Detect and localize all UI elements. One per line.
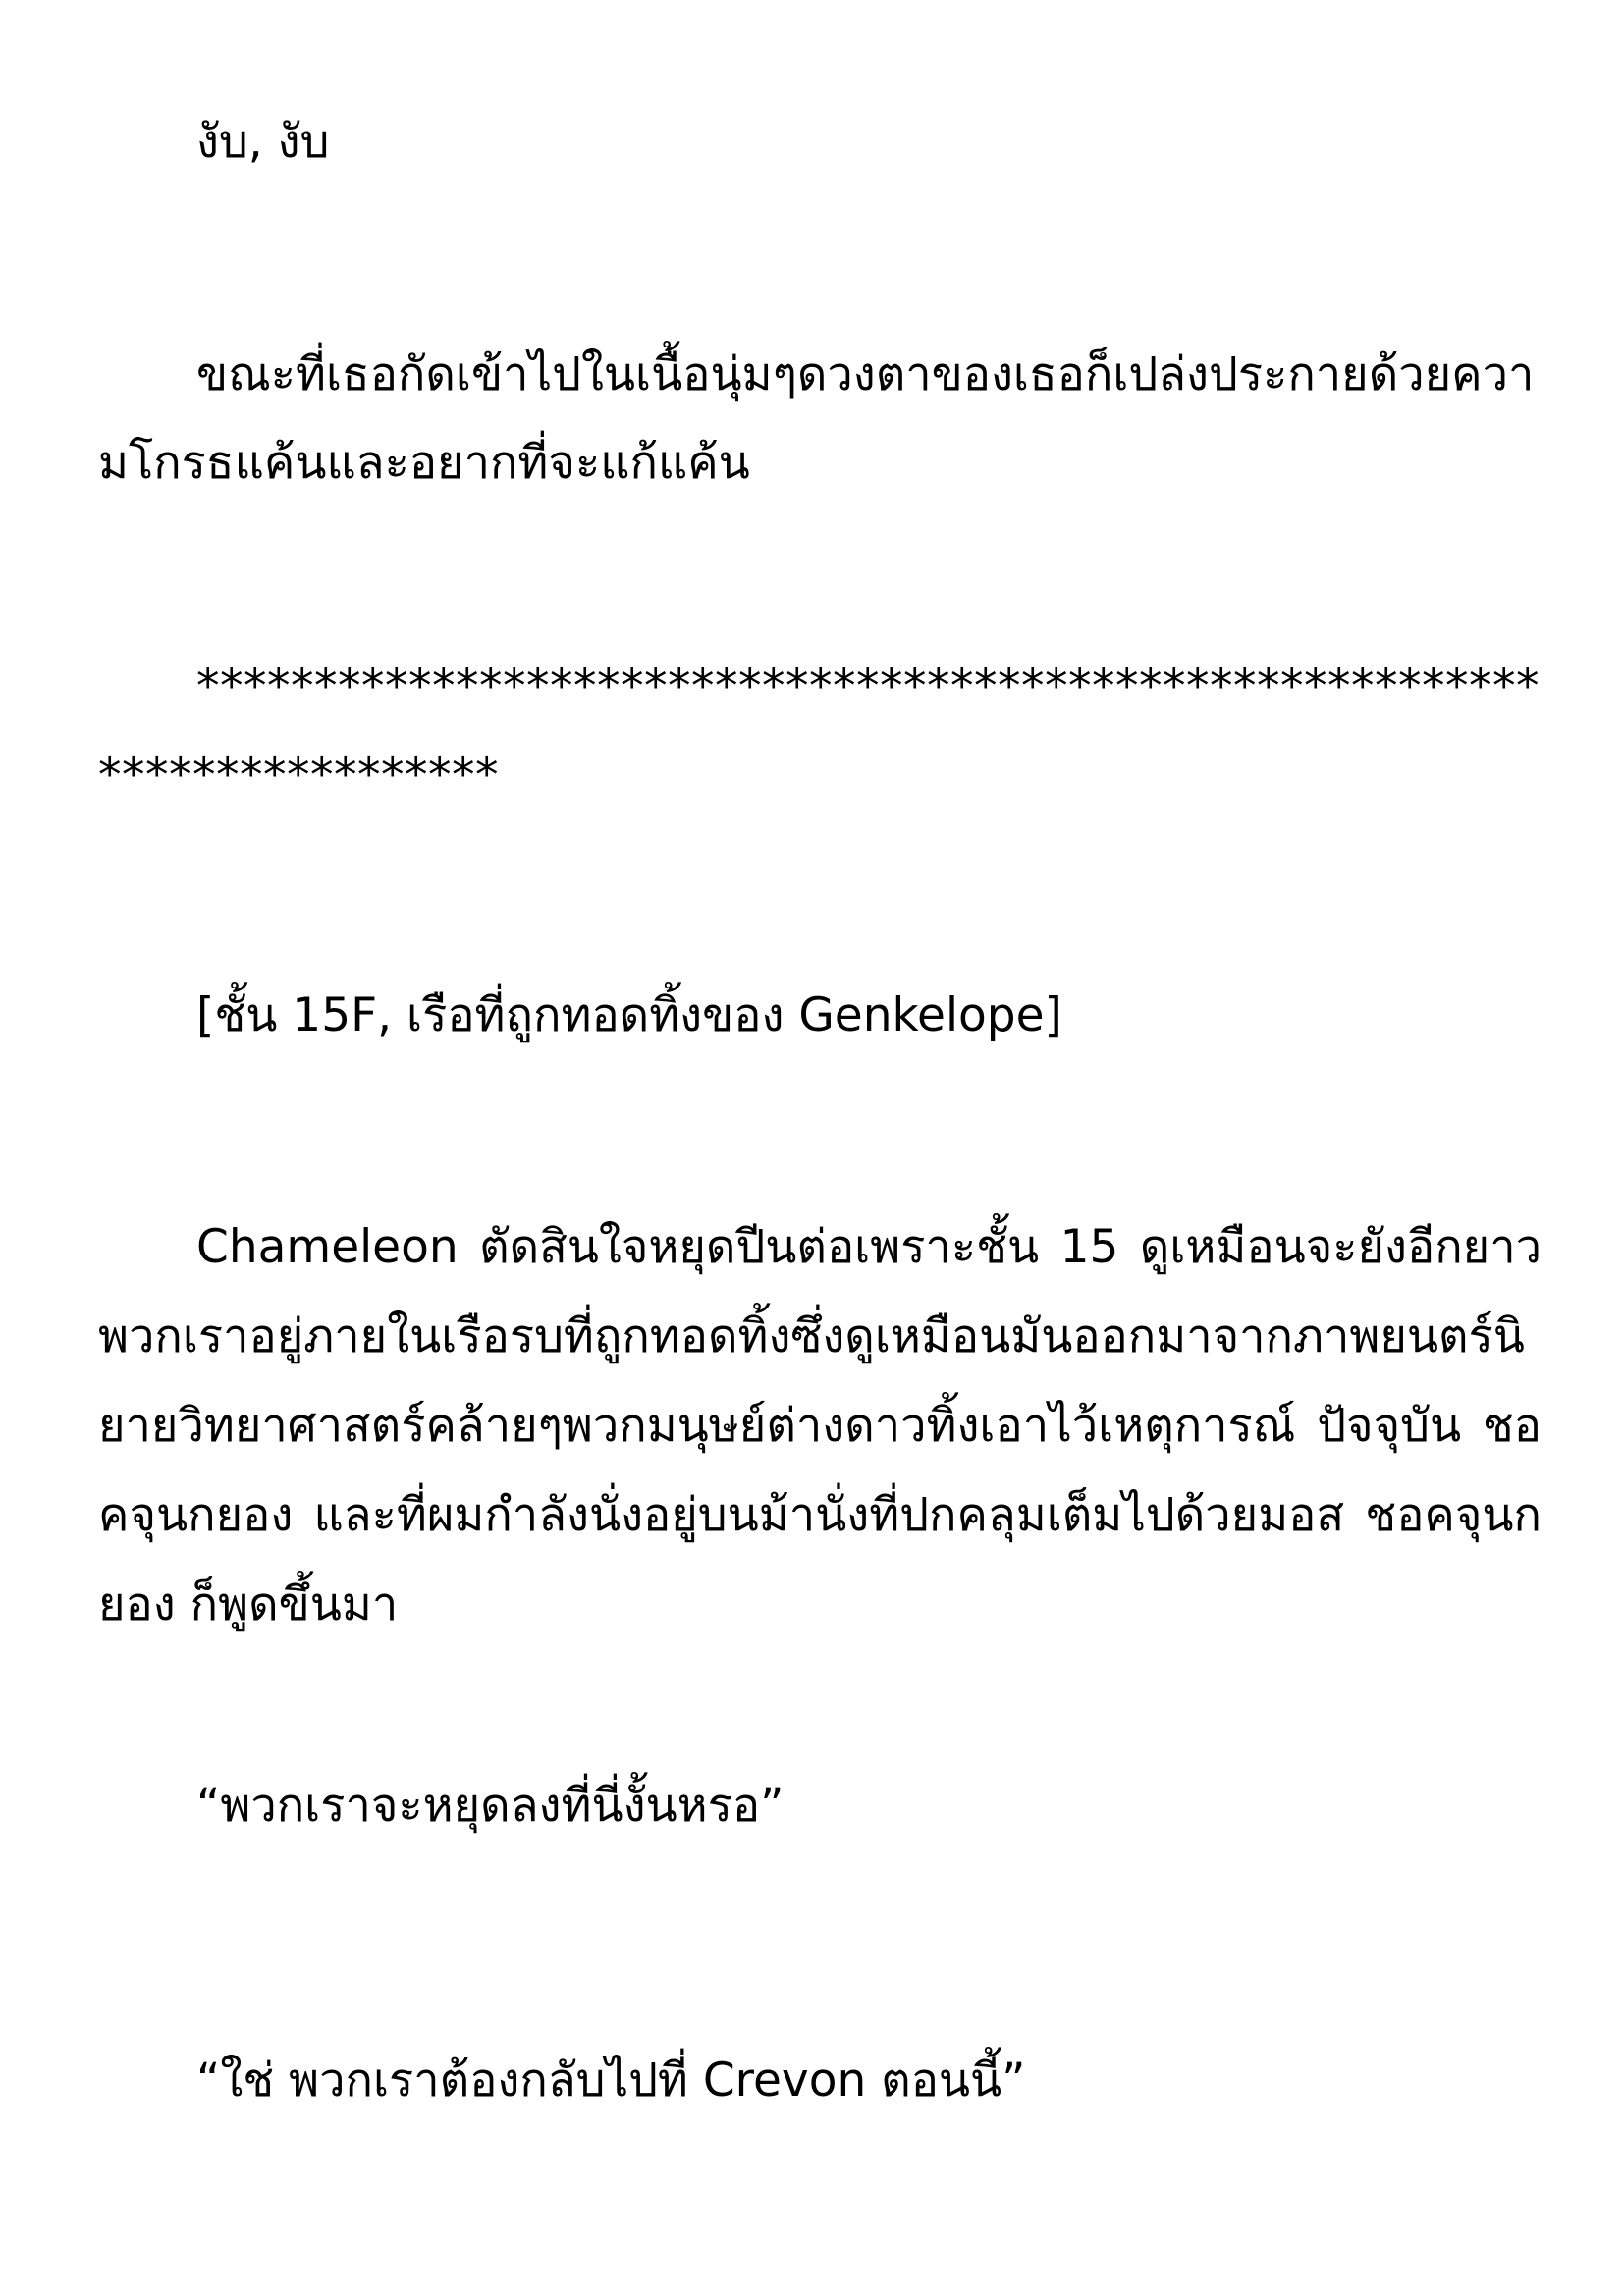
dialogue-question: “พวกเราจะหยุดลงที่นี่งั้นหรอ”: [196, 1779, 785, 1833]
paragraph-chewing-sound: งับ, งับ: [196, 115, 330, 169]
paragraph-narration: Chameleon ตัดสินใจหยุดปีนต่อเพราะชั้น 15 ดูเหมือนจะยังอีกยาวพวกเราอยู่ภายในเรือรบที่ถูกทอดทิ้งซึ่งดูเหมือนมันออกมาจากภาพยนตร์นิยายวิทยาศาสตร์คล้ายๆพวกมนุษย์ต่างดาวทิ้งเอาไว้เหตุการณ์ ปัจจุบัน ชอคจุนกยอง และที่ผมกำลังนั่งอยู่บนม้านั่งที่ปกคลุมเต็มไปด้วยมอส ชอคจุนกยอง ก็พูดขึ้นมา: [98, 1220, 1542, 1631]
dialogue-answer: “ใช่ พวกเราต้องกลับไปที่ Crevon ตอนนี้”: [196, 2054, 1026, 2108]
scene-separator: **************************************************************************: [98, 660, 1540, 802]
scene-location-heading: [ชั้น 15F, เรือที่ถูกทอดทิ้งของ Genkelope]: [196, 988, 1062, 1042]
paragraph-revenge: ขณะที่เธอกัดเข้าไปในเนื้อนุ่มๆดวงตาของเธอก็เปล่งประกายด้วยความโกรธแค้นและอยากที่จะแก้แค้น: [98, 347, 1535, 490]
